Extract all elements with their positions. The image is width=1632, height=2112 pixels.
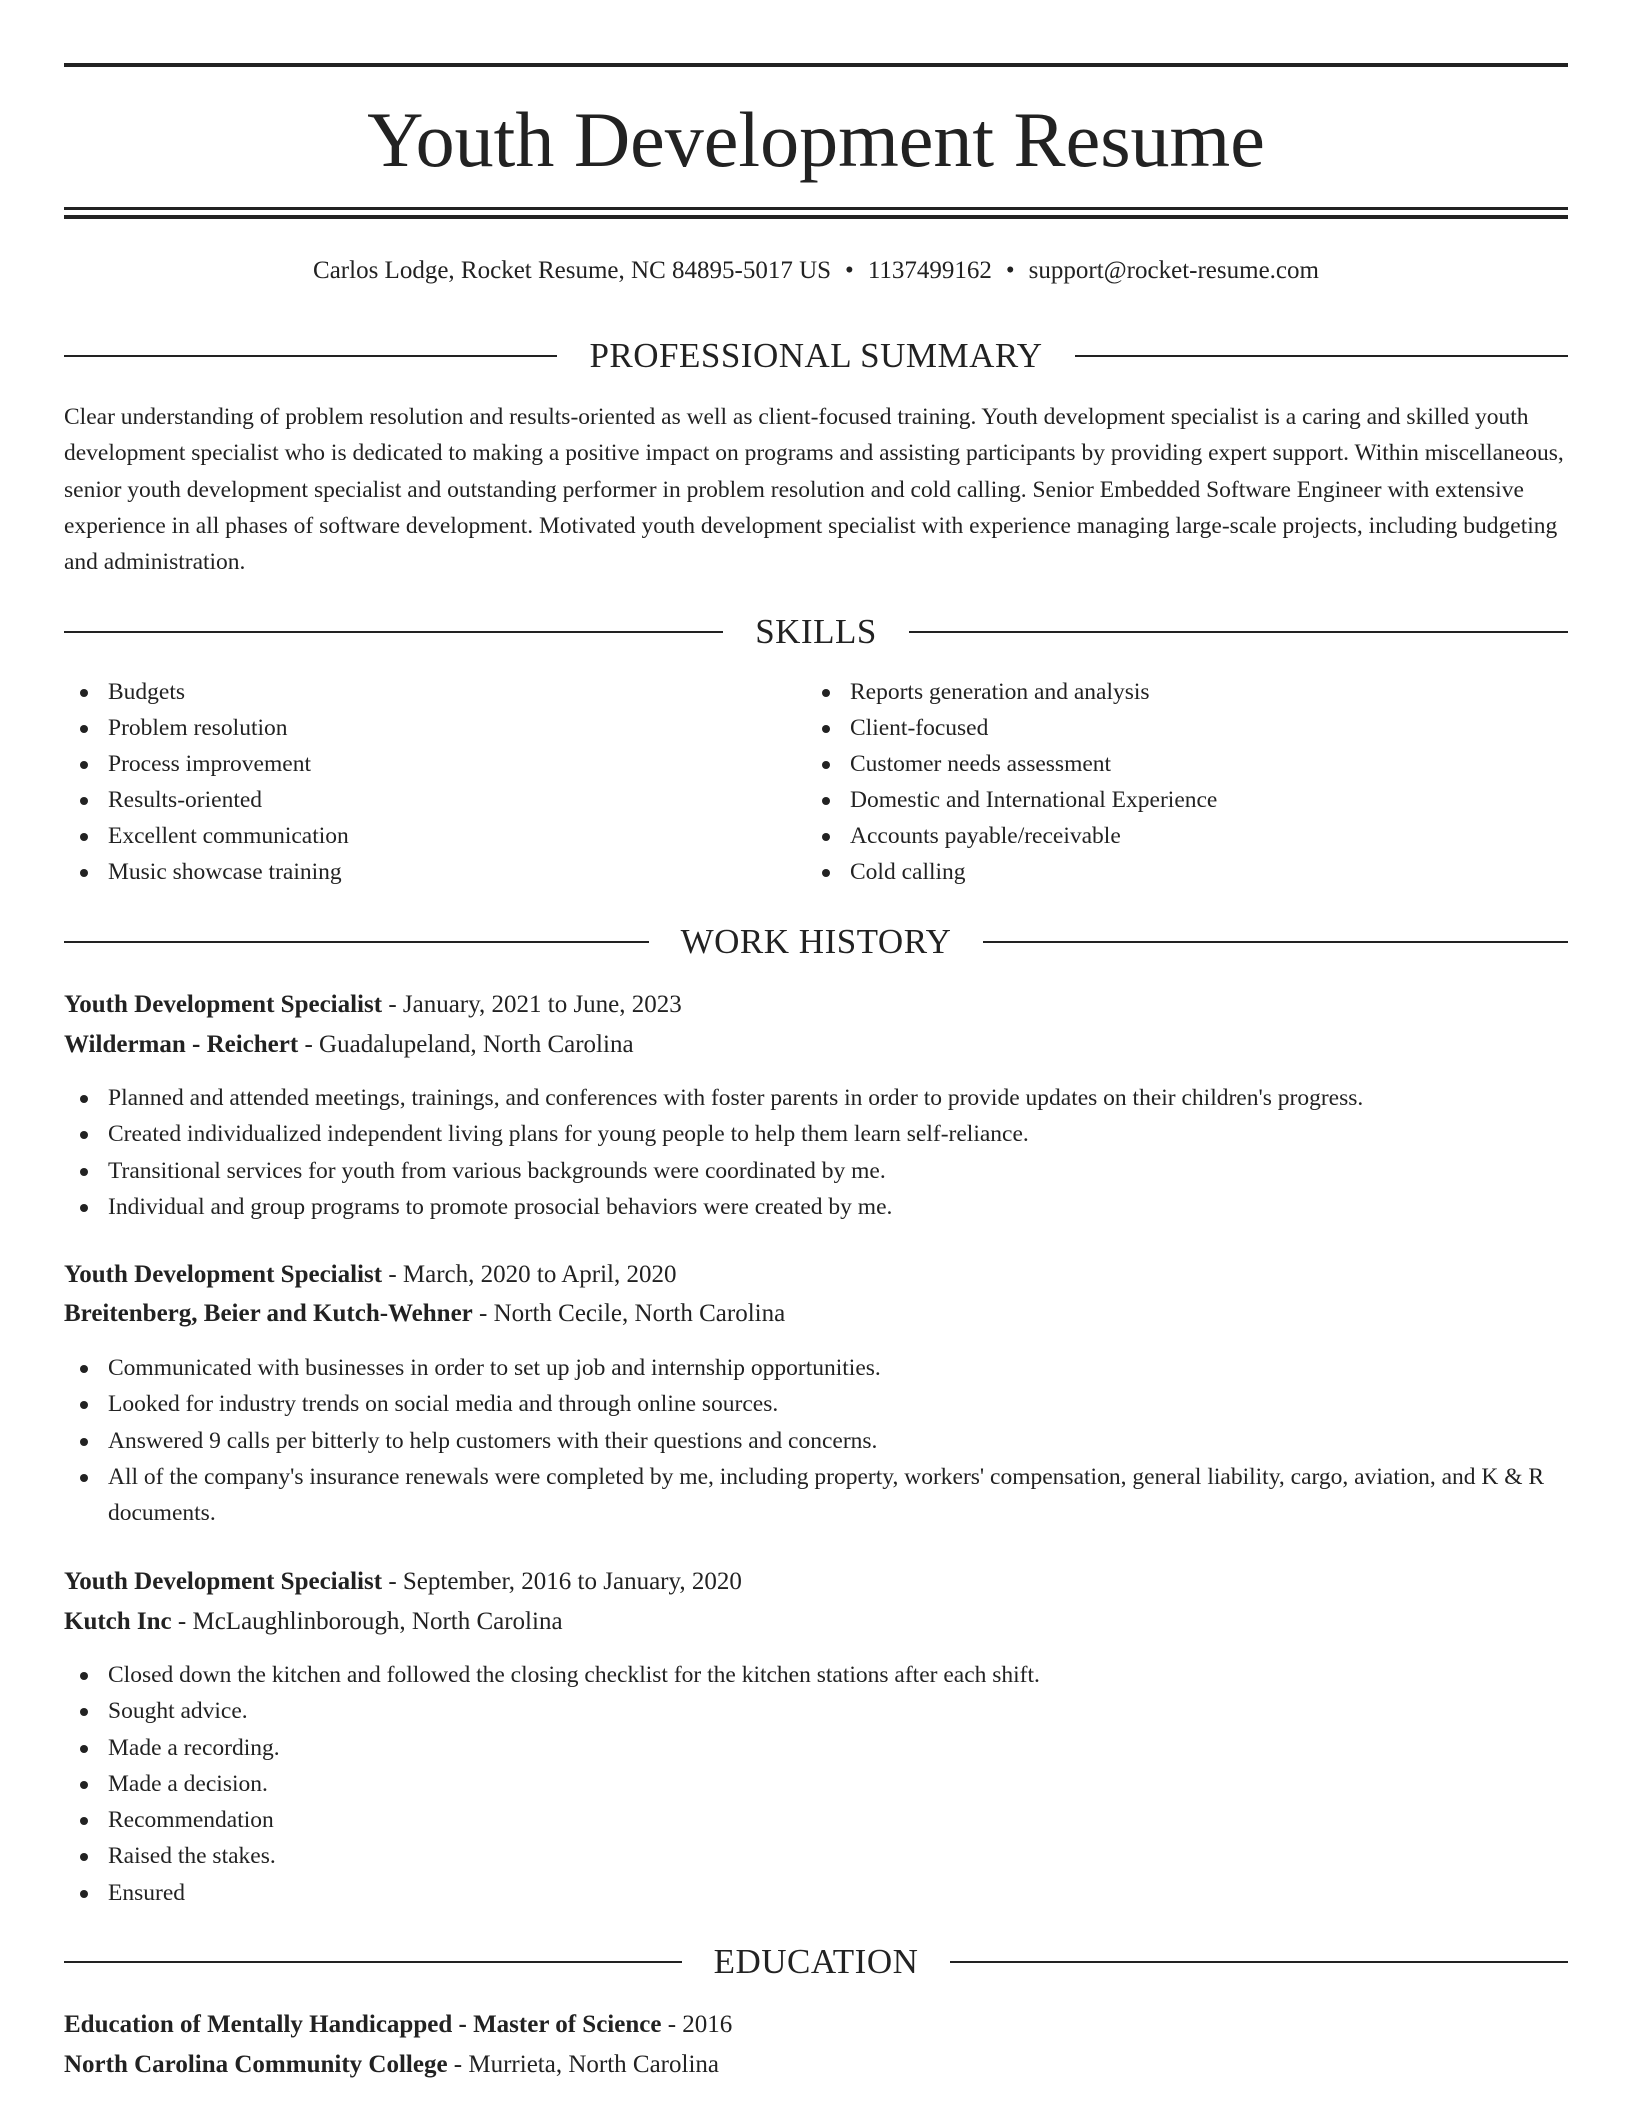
education-year: - 2016 <box>661 2011 733 2038</box>
heading-rule <box>64 631 723 633</box>
title-rule-upper <box>64 207 1568 210</box>
skill-item: Process improvement <box>64 746 804 782</box>
list-item: Sought advice. <box>64 1693 1568 1729</box>
job-bullets <box>64 1350 1568 1531</box>
job-location: - Guadalupeland, North Carolina <box>298 1031 634 1058</box>
job-title: Youth Development Specialist <box>64 991 383 1018</box>
section-title: SKILLS <box>755 612 877 651</box>
heading-rule <box>950 1961 1568 1963</box>
list-item: Recommendation <box>64 1802 1568 1838</box>
contact-separator: • <box>845 257 854 284</box>
skill-item: Results-oriented <box>64 782 804 818</box>
skill-item: Domestic and International Experience <box>806 782 1568 818</box>
education-degree-line <box>64 2007 1568 2043</box>
section-heading-education <box>64 1940 1568 1984</box>
section-title: WORK HISTORY <box>680 922 952 961</box>
job-company-line <box>64 1027 1568 1063</box>
section-heading-skills <box>64 610 1568 654</box>
top-rule <box>64 63 1568 67</box>
job-company: Wilderman - Reichert <box>64 1031 299 1058</box>
job-title-line <box>64 1564 1568 1600</box>
heading-rule <box>1075 355 1568 357</box>
skill-item: Budgets <box>64 674 804 710</box>
title-rule-lower <box>64 215 1568 219</box>
skill-item: Cold calling <box>806 854 1568 890</box>
list-item: Made a recording. <box>64 1730 1568 1766</box>
education-school: North Carolina Community College <box>64 2051 448 2078</box>
heading-rule <box>64 1961 682 1963</box>
job-dates: - September, 2016 to January, 2020 <box>382 1568 742 1595</box>
job-location: - North Cecile, North Carolina <box>472 1300 786 1327</box>
skills-list-right <box>806 674 1568 890</box>
job-company-line <box>64 1604 1568 1640</box>
skill-item: Reports generation and analysis <box>806 674 1568 710</box>
education-school-line <box>64 2047 1568 2083</box>
heading-rule <box>64 941 649 943</box>
heading-rule <box>64 355 557 357</box>
job-location: - McLaughlinborough, North Carolina <box>171 1608 563 1635</box>
contact-separator: • <box>1005 257 1015 284</box>
job-title-line <box>64 1257 1568 1293</box>
heading-rule <box>909 631 1568 633</box>
skill-item: Customer needs assessment <box>806 746 1568 782</box>
list-item: Ensured <box>64 1875 1568 1911</box>
list-item: Transitional services for youth from various backgrounds were coordinated by me. <box>64 1153 1568 1189</box>
list-item: Looked for industry trends on social media and through online sources. <box>64 1386 1568 1422</box>
contact-address: Carlos Lodge, Rocket Resume, NC 84895-5017 US <box>313 257 832 284</box>
skills-list-left <box>64 674 804 890</box>
section-title: EDUCATION <box>713 1942 919 1981</box>
skill-item: Music showcase training <box>64 854 804 890</box>
list-item: All of the company's insurance renewals were completed by me, including property, workers' compensation, general liability, cargo, aviation, and K & R documents. <box>64 1459 1568 1532</box>
contact-phone: 1137499162 <box>867 257 992 284</box>
job-company: Kutch Inc <box>64 1608 172 1635</box>
page-title: Youth Development Resume <box>367 96 1265 183</box>
skill-item: Accounts payable/receivable <box>806 818 1568 854</box>
list-item: Created individualized independent living plans for young people to help them learn self-reliance. <box>64 1116 1568 1152</box>
list-item: Closed down the kitchen and followed the closing checklist for the kitchen stations after each shift. <box>64 1657 1568 1693</box>
job-bullets <box>64 1080 1568 1225</box>
list-item: Answered 9 calls per bitterly to help customers with their questions and concerns. <box>64 1423 1568 1459</box>
section-heading-work <box>64 920 1568 964</box>
list-item: Communicated with businesses in order to set up job and internship opportunities. <box>64 1350 1568 1386</box>
heading-rule <box>983 941 1568 943</box>
list-item: Raised the stakes. <box>64 1838 1568 1874</box>
job-title-line <box>64 987 1568 1023</box>
section-title: PROFESSIONAL SUMMARY <box>589 336 1043 375</box>
job-bullets <box>64 1657 1568 1911</box>
job-dates: - January, 2021 to June, 2023 <box>382 991 682 1018</box>
job-company-line <box>64 1296 1568 1332</box>
list-item: Individual and group programs to promote prosocial behaviors were created by me. <box>64 1189 1568 1225</box>
contact-email: support@rocket-resume.com <box>1028 257 1319 284</box>
education-degree: Education of Mentally Handicapped - Master of Science <box>64 2011 662 2038</box>
skill-item: Problem resolution <box>64 710 804 746</box>
list-item: Planned and attended meetings, trainings, and conferences with foster parents in order to provide updates on their children's progress. <box>64 1080 1568 1116</box>
skill-item: Excellent communication <box>64 818 804 854</box>
job-company: Breitenberg, Beier and Kutch-Wehner <box>64 1300 473 1327</box>
summary-text: Clear understanding of problem resolution and results-oriented as well as client-focused training. Youth development specialist is a caring and skilled youth development specialist who is dedicated to making a positive impact on programs and assisting participants by providing expert support. Within miscellaneous, senior youth development specialist and outstanding performer in problem resolution and cold calling. Senior Embedded Software Engineer with extensive experience in all phases of software development. Motivated youth development specialist with experience managing large-scale projects, including budgeting and administration. <box>64 404 1564 576</box>
job-dates: - March, 2020 to April, 2020 <box>382 1261 677 1288</box>
education-location: - Murrieta, North Carolina <box>447 2051 719 2078</box>
job-title: Youth Development Specialist <box>64 1261 383 1288</box>
skill-item: Client-focused <box>806 710 1568 746</box>
list-item: Made a decision. <box>64 1766 1568 1802</box>
section-heading-summary <box>64 334 1568 378</box>
job-title: Youth Development Specialist <box>64 1568 383 1595</box>
contact-line <box>64 253 1568 289</box>
